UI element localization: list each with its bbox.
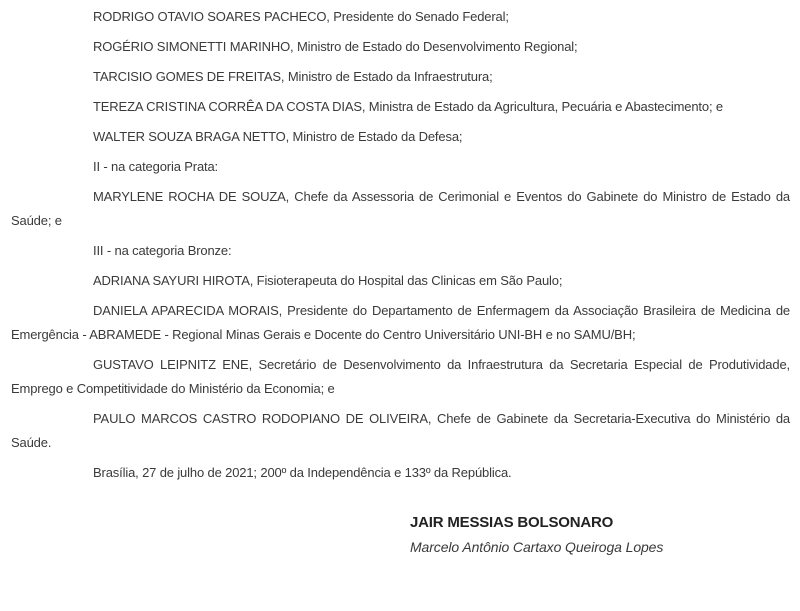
paragraph-gustavo-ene: GUSTAVO LEIPNITZ ENE, Secretário de Desenvolvimento da Infraestrutura da Secretaria Especial de Produtividade, Emprego e Competitividade do Ministério da Economia; e — [11, 357, 790, 396]
minister-signature: Marcelo Antônio Cartaxo Queiroga Lopes — [410, 539, 664, 555]
signature-block — [410, 511, 790, 559]
paragraph-paulo-oliveira: PAULO MARCOS CASTRO RODOPIANO DE OLIVEIRA, Chefe de Gabinete da Secretaria-Executiva do Ministério da Saúde. — [11, 411, 790, 450]
president-signature: JAIR MESSIAS BOLSONARO — [410, 514, 614, 531]
paragraph-rodrigo-pacheco: RODRIGO OTAVIO SOARES PACHECO, Presidente do Senado Federal; — [93, 9, 509, 24]
paragraph-adriana-hirota: ADRIANA SAYURI HIROTA, Fisioterapeuta do Hospital das Clinicas em São Paulo; — [93, 273, 563, 288]
paragraph-marylene-souza: MARYLENE ROCHA DE SOUZA, Chefe da Assessoria de Cerimonial e Eventos do Gabinete do Ministro de Estado da Saúde; e — [11, 189, 790, 228]
date-place-line: Brasília, 27 de julho de 2021; 200º da Independência e 133º da República. — [93, 465, 512, 480]
category-bronze-heading: III - na categoria Bronze: — [93, 243, 232, 258]
paragraph-daniela-morais: DANIELA APARECIDA MORAIS, Presidente do Departamento de Enfermagem da Associação Brasileira de Medicina de Emergência - ABRAMEDE - Regional Minas Gerais e Docente do Centro Universitário UNI-BH e no SAMU/BH; — [11, 303, 790, 342]
category-prata-heading: II - na categoria Prata: — [93, 159, 219, 174]
paragraph-walter-braga-netto: WALTER SOUZA BRAGA NETTO, Ministro de Estado da Defesa; — [93, 129, 463, 144]
paragraph-tereza-cristina: TEREZA CRISTINA CORRÊA DA COSTA DIAS, Ministra de Estado da Agricultura, Pecuária e Abastecimento; e — [93, 99, 723, 114]
paragraph-rogerio-marinho: ROGÉRIO SIMONETTI MARINHO, Ministro de Estado do Desenvolvimento Regional; — [93, 39, 578, 54]
paragraph-tarcisio-freitas: TARCISIO GOMES DE FREITAS, Ministro de Estado da Infraestrutura; — [93, 69, 493, 84]
